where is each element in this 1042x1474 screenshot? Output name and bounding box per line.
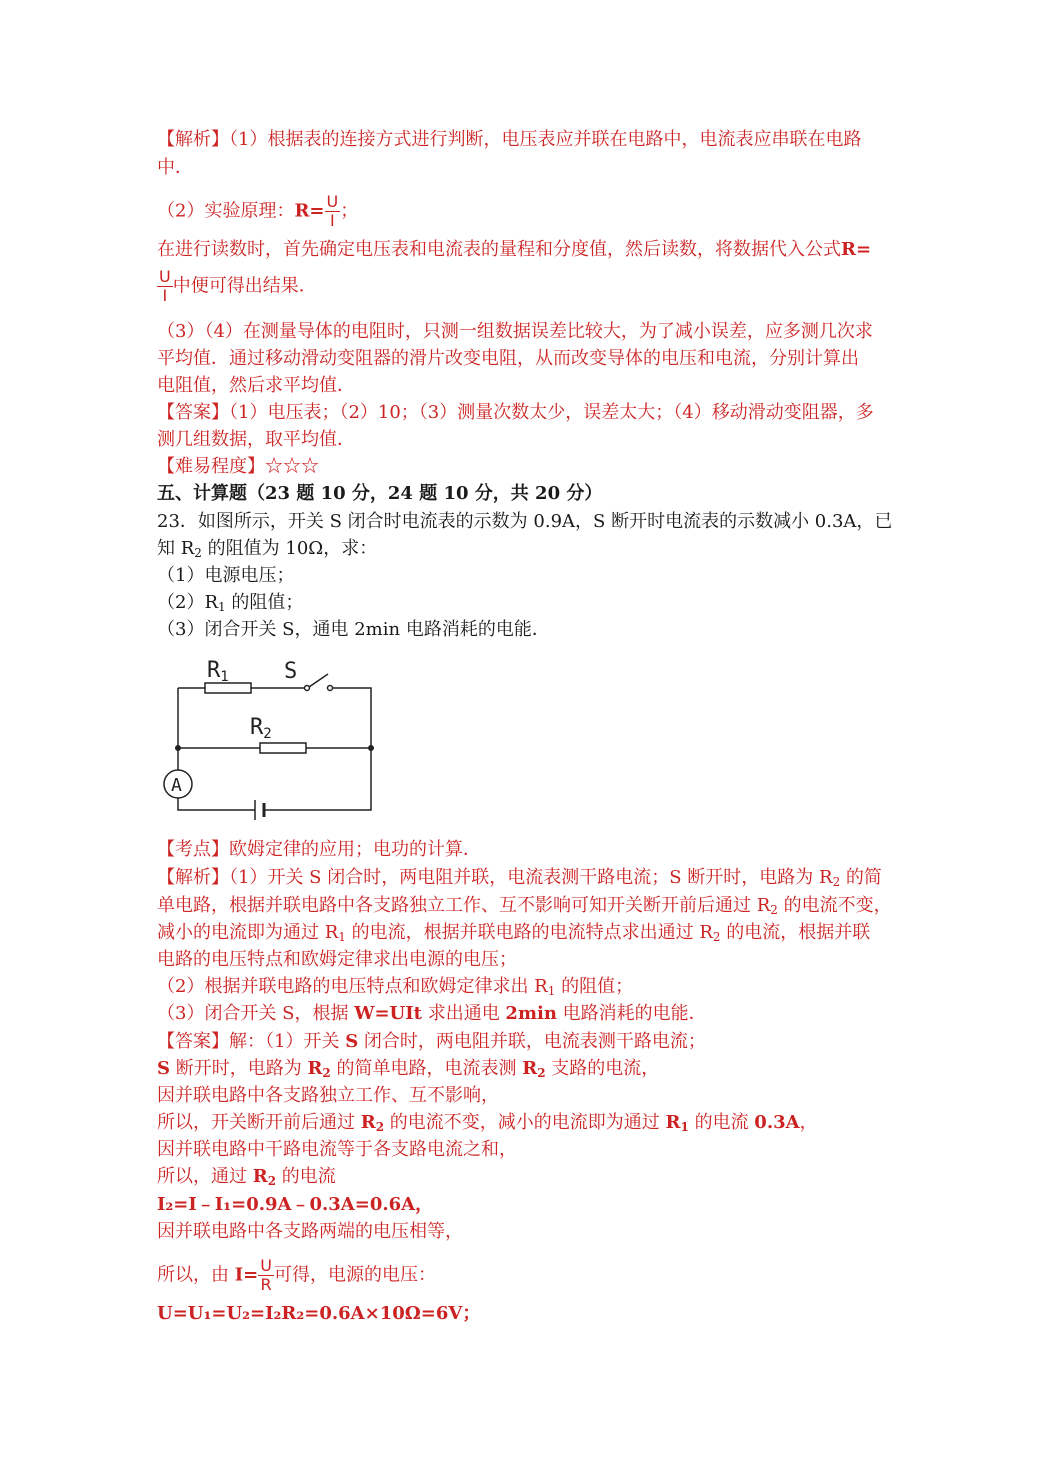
answer2-line5: 因并联电路中干路电流等于各支路电流之和， bbox=[157, 1139, 517, 1160]
wire-bottom-right bbox=[264, 748, 371, 810]
answer2-line10: U=U₁=U₂=I₂R₂=0.6A×10Ω=6V； bbox=[157, 1303, 481, 1324]
difficulty-rating: 【难易程度】☆☆☆ bbox=[157, 456, 319, 477]
wire-top-right bbox=[333, 688, 371, 748]
analysis2-l3-b: 的电流，根据并联电路的电流特点求出通过 R bbox=[345, 922, 713, 943]
answer2-l4-val: 0.3A bbox=[754, 1112, 800, 1133]
fraction-numerator: U bbox=[260, 1256, 272, 1275]
analysis2-l6-a: （3）闭合开关 S，根据 bbox=[157, 1003, 355, 1024]
analysis1-line6: （3）（4）在测量导体的电阻时，只测一组数据误差比较大，为了减小误差，应多测几次求 bbox=[157, 321, 873, 342]
section-heading: 五、计算题（23 题 10 分，24 题 10 分，共 20 分） bbox=[157, 483, 603, 504]
answer2-l4-d: ， bbox=[799, 1112, 818, 1133]
switch-lever-icon bbox=[309, 674, 328, 687]
analysis1-line1: 【解析】（1）根据表的连接方式进行判断，电压表应并联在电路中，电流表应串联在电路 bbox=[157, 129, 862, 150]
q23-part3: （3）闭合开关 S，通电 2min 电路消耗的电能． bbox=[157, 619, 550, 640]
answer2-l1-b: 解：（1）开关 bbox=[229, 1031, 346, 1052]
answer2-l4-r: R bbox=[360, 1112, 376, 1133]
ammeter-label: A bbox=[171, 775, 182, 796]
answer2-l6-b: 的电流 bbox=[276, 1166, 336, 1187]
q23-line2-b: 的阻值为 10Ω，求： bbox=[201, 538, 378, 559]
answer2-l6-r: R bbox=[252, 1166, 268, 1187]
answer2-line4 bbox=[157, 1111, 818, 1139]
answer2-l1-a: 【答案】 bbox=[157, 1031, 229, 1052]
answer2-l4-b: 的电流不变，减小的电流即为通过 bbox=[384, 1112, 666, 1133]
answer2-line6 bbox=[157, 1165, 336, 1193]
q23-part2-sub: 1 bbox=[218, 600, 226, 614]
analysis2-l6-c: 电路消耗的电能． bbox=[556, 1003, 707, 1024]
analysis2-line6 bbox=[157, 1002, 707, 1026]
answer1-line1: 【答案】（1）电压表；（2）10；（3）测量次数太少，误差太大；（4）移动滑动变阻器，多 bbox=[157, 402, 874, 423]
analysis1-line4-text: 在进行读数时，首先确定电压表和电流表的量程和分度值，然后读数，将数据代入公式 bbox=[157, 239, 841, 260]
q23-part2 bbox=[157, 591, 303, 619]
answer2-l2-r2: R bbox=[522, 1058, 538, 1079]
analysis2-line3 bbox=[157, 921, 870, 949]
answer2-l4-r2: R bbox=[665, 1112, 681, 1133]
answer1-line2: 测几组数据，取平均值． bbox=[157, 429, 355, 450]
fraction-denominator: I bbox=[330, 211, 335, 230]
resistor-r2-icon bbox=[260, 743, 306, 753]
q23-part2-b: 的阻值； bbox=[225, 592, 304, 613]
analysis2-l2-a: 单电路，根据并联电路中各支路独立工作、互不影响可知开关断开前后通过 R bbox=[157, 895, 771, 916]
switch-contact-left bbox=[305, 686, 310, 691]
answer2-l1-c: 闭合时，两电阻并联，电流表测干路电流； bbox=[358, 1031, 706, 1052]
switch-label: S bbox=[284, 659, 298, 684]
answer2-l4-sub2: 1 bbox=[680, 1120, 689, 1134]
answer2-line9 bbox=[157, 1257, 436, 1294]
q23-line2 bbox=[157, 537, 377, 565]
switch-contact-right bbox=[328, 686, 333, 691]
analysis2-line5 bbox=[157, 975, 633, 1003]
answer2-l2-r: R bbox=[307, 1058, 323, 1079]
analysis2-l2-b: 的电流不变， bbox=[777, 895, 892, 916]
answer2-l2-d: 支路的电流， bbox=[545, 1058, 660, 1079]
answer2-l4-c: 的电流 bbox=[688, 1112, 755, 1133]
analysis2-l1-a: 【解析】（1）开关 S 闭合时，两电阻并联，电流表测干路电流；S 断开时，电路为 R bbox=[157, 867, 833, 888]
work-formula: W=UIt bbox=[354, 1003, 422, 1024]
analysis1-line2: 中． bbox=[157, 157, 193, 178]
answer2-l2-c: 的简单电路，电流表测 bbox=[330, 1058, 523, 1079]
answer2-line3: 因并联电路中各支路独立工作、互不影响， bbox=[157, 1085, 499, 1106]
answer2-l6-sub: 2 bbox=[267, 1174, 277, 1188]
analysis2-l3-sub1: 1 bbox=[338, 930, 346, 944]
analysis1-line7: 平均值．通过移动滑动变阻器的滑片改变电阻，从而改变导体的电压和电流，分别计算出 bbox=[157, 348, 859, 369]
answer2-line7: I₂=I﹣I₁=0.9A﹣0.3A=0.6A， bbox=[157, 1194, 434, 1215]
analysis2-l5-sub: 1 bbox=[547, 984, 556, 998]
analysis2-l3-a: 减小的电流即为通过 R bbox=[157, 922, 339, 943]
analysis1-line5-text: 中便可得出结果． bbox=[172, 275, 317, 297]
q23-line2-sub: 2 bbox=[194, 546, 202, 560]
answer2-l4-a: 所以，开关断开前后通过 bbox=[157, 1112, 361, 1133]
analysis2-l3-sub2: 2 bbox=[712, 930, 721, 944]
kaodian-line: 【考点】欧姆定律的应用；电功的计算． bbox=[157, 839, 481, 860]
q23-part1: （1）电源电压； bbox=[157, 565, 295, 586]
q23-line1: 23．如图所示，开关 S 闭合时电流表的示数为 0.9A，S 断开时电流表的示数减小 0.3A，已 bbox=[157, 511, 893, 532]
answer2-l2-b: 断开时，电路为 bbox=[170, 1058, 308, 1079]
answer2-l9-a: 所以，由 bbox=[157, 1264, 235, 1286]
analysis2-line1 bbox=[157, 866, 882, 894]
analysis2-l2-sub: 2 bbox=[770, 903, 778, 917]
answer2-l9-b: 可得，电源的电压： bbox=[273, 1264, 436, 1286]
answer2-l6-a: 所以，通过 bbox=[157, 1166, 253, 1187]
analysis2-line2 bbox=[157, 894, 892, 922]
answer2-l4-sub: 2 bbox=[375, 1120, 385, 1134]
time-value: 2min bbox=[505, 1003, 557, 1024]
analysis1-line8: 电阻值，然后求平均值． bbox=[157, 375, 355, 396]
answer2-l2-sub2: 2 bbox=[537, 1066, 546, 1080]
q23-part2-a: （2）R bbox=[157, 592, 219, 613]
answer2-line1 bbox=[157, 1030, 706, 1054]
analysis2-l5-a: （2）根据并联电路的电压特点和欧姆定律求出 R bbox=[157, 976, 548, 997]
fraction-denominator: I bbox=[162, 286, 168, 305]
analysis1-line3-post: ； bbox=[340, 200, 359, 222]
answer2-l2-a: S bbox=[157, 1058, 170, 1079]
analysis2-line4: 电路的电压特点和欧姆定律求出电源的电压； bbox=[157, 949, 517, 970]
analysis1-line4 bbox=[157, 238, 871, 262]
analysis2-l1-b: 的简 bbox=[840, 867, 882, 888]
wire-bottom-left bbox=[178, 798, 255, 810]
q23-line2-a: 知 R bbox=[157, 538, 195, 559]
u-over-i-fraction bbox=[325, 193, 341, 230]
analysis1-line3-pre: （2）实验原理： bbox=[157, 200, 295, 222]
answer2-line8: 因并联电路中各支路两端的电压相等， bbox=[157, 1221, 463, 1242]
fraction-numerator: U bbox=[326, 192, 339, 211]
answer2-l1-s: S bbox=[345, 1031, 359, 1052]
resistance-formula-label: R= bbox=[294, 200, 325, 222]
analysis2-l5-b: 的阻值； bbox=[555, 976, 634, 997]
fraction-numerator: U bbox=[159, 267, 171, 286]
junction-left bbox=[175, 745, 181, 751]
junction-right bbox=[368, 745, 374, 751]
analysis2-l6-b: 求出通电 bbox=[421, 1003, 506, 1024]
r1-label: R1 bbox=[207, 658, 229, 685]
circuit-diagram bbox=[150, 650, 390, 820]
r2-label: R2 bbox=[250, 715, 272, 742]
analysis1-line4-formula: R= bbox=[841, 239, 872, 260]
answer2-l2-sub: 2 bbox=[322, 1066, 331, 1080]
analysis2-l1-sub: 2 bbox=[832, 875, 841, 889]
analysis1-line3 bbox=[157, 193, 358, 230]
ohm-formula-label: I= bbox=[234, 1264, 259, 1286]
analysis2-l3-c: 的电流，根据并联 bbox=[720, 922, 871, 943]
fraction-denominator: R bbox=[260, 1275, 272, 1294]
u-over-i-fraction-2 bbox=[157, 268, 173, 305]
u-over-r-fraction bbox=[258, 1257, 274, 1294]
analysis1-line5 bbox=[157, 268, 317, 305]
answer2-line2 bbox=[157, 1057, 659, 1085]
